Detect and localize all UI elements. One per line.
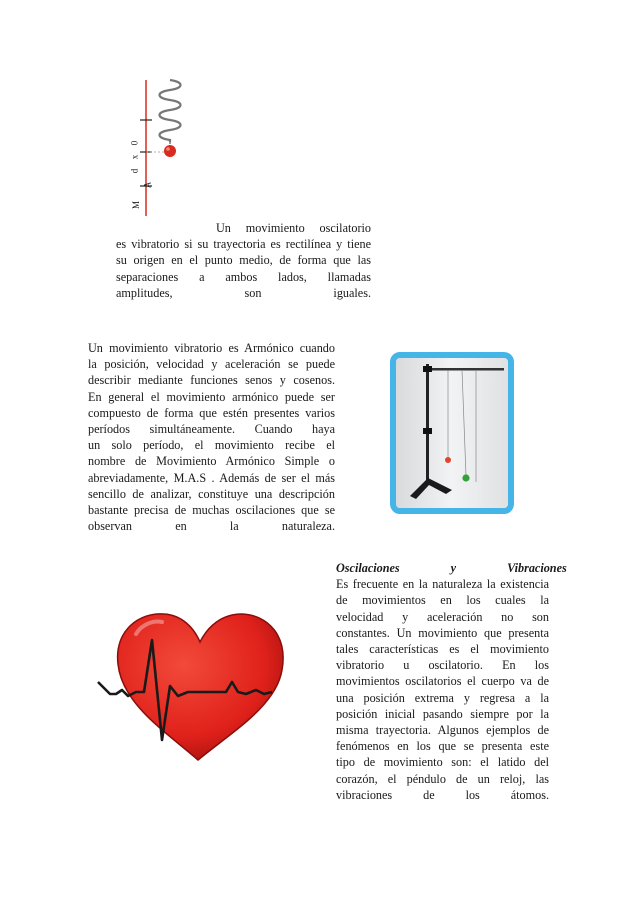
axis-label-x: x	[129, 154, 140, 160]
paragraph-line: describir mediante funciones senos y cosenos.	[88, 373, 335, 388]
axis-label-d: d	[129, 168, 140, 174]
paragraph-line: de movimientos en los cuales la	[336, 593, 549, 608]
stand-clamp	[423, 366, 432, 372]
axis-label-m: M	[131, 200, 142, 210]
paragraph-line: En general el movimiento armónico puede ser	[88, 389, 335, 404]
paragraph-line: corazón, el péndulo de un reloj, las	[336, 771, 549, 786]
paragraph-line: movimientos oscilatorios el cuerpo va de	[336, 674, 549, 689]
paragraph-line: una posición extrema y regresa a la	[336, 690, 549, 705]
paragraph-line: tipo de movimiento son: el latido del	[336, 755, 549, 770]
paragraph-line: vibratorio u oscilatorio. En los	[336, 658, 549, 673]
mass-ball	[164, 145, 176, 157]
paragraph-line: Un movimiento oscilatorio	[216, 221, 371, 235]
section-oscillations-vibrations	[336, 560, 567, 803]
heart-ecg-graphic	[96, 600, 296, 765]
spring-figure	[128, 78, 198, 218]
pendulum-bob-green	[462, 474, 469, 481]
spring-coil	[160, 80, 181, 142]
section-heading: Oscilaciones y Vibraciones	[336, 561, 567, 575]
paragraph-line: observan en la naturaleza.	[88, 519, 335, 534]
paragraph-oscillatory-motion	[116, 220, 371, 301]
paragraph-line: tales características es el movimiento	[336, 642, 549, 657]
paragraph-line: nombre de Movimiento Armónico Simple o	[88, 454, 335, 469]
stand-pole	[426, 364, 429, 482]
paragraph-line: es vibratorio si su trayectoria es rectilínea y tiene	[116, 237, 371, 252]
paragraph-line: períodos simultáneamente. Cuando haya	[88, 422, 335, 437]
paragraph-line: sencillo de analizar, constituye una descripción	[88, 486, 335, 501]
paragraph-line: Es frecuente en la naturaleza la existencia	[336, 577, 549, 592]
stand-clamp	[423, 428, 432, 434]
heart-shape	[118, 614, 283, 760]
pendulum-illustration	[396, 358, 508, 508]
paragraph-line: abreviadamente, M.A.S . Además de ser el más	[88, 470, 335, 485]
stand-crossbar	[426, 368, 504, 371]
pendulum-photo	[390, 352, 514, 514]
paragraph-line: compuesto de forma que estén presentes varios	[88, 405, 335, 420]
paragraph-line: velocidad y aceleración no son	[336, 609, 549, 624]
paragraph-line: la posición, velocidad y aceleración se puede	[88, 357, 335, 372]
paragraph-harmonic-motion	[88, 340, 335, 534]
mass-highlight	[166, 147, 170, 151]
axis-labels	[129, 134, 153, 218]
paragraph-line: un solo período, el movimiento recibe el	[88, 438, 335, 453]
paragraph-line: su origen en el punto medio, de forma que las	[116, 253, 371, 268]
paragraph-line: vibraciones de los átomos.	[336, 787, 549, 802]
paragraph-line: misma trayectoria. Algunos ejemplos de	[336, 723, 549, 738]
axis-label-0: 0	[129, 140, 140, 146]
paragraph-line: bastante precisa de muchas oscilaciones que se	[88, 503, 335, 518]
paragraph-line: amplitudes, son iguales.	[116, 285, 371, 300]
paragraph-line: Un movimiento vibratorio es Armónico cuando	[88, 341, 335, 355]
paragraph-line: fenómenos en los que se presenta este	[336, 739, 549, 754]
heart-illustration	[96, 600, 296, 765]
axis-label-a: A	[142, 181, 153, 189]
paragraph-line: separaciones a ambos lados, llamadas	[116, 269, 371, 284]
pendulum-bob-red	[445, 457, 451, 463]
paragraph-line: posición inicial pasando siempre por la	[336, 706, 549, 721]
paragraph-line: constantes. Un movimiento que presenta	[336, 625, 549, 640]
